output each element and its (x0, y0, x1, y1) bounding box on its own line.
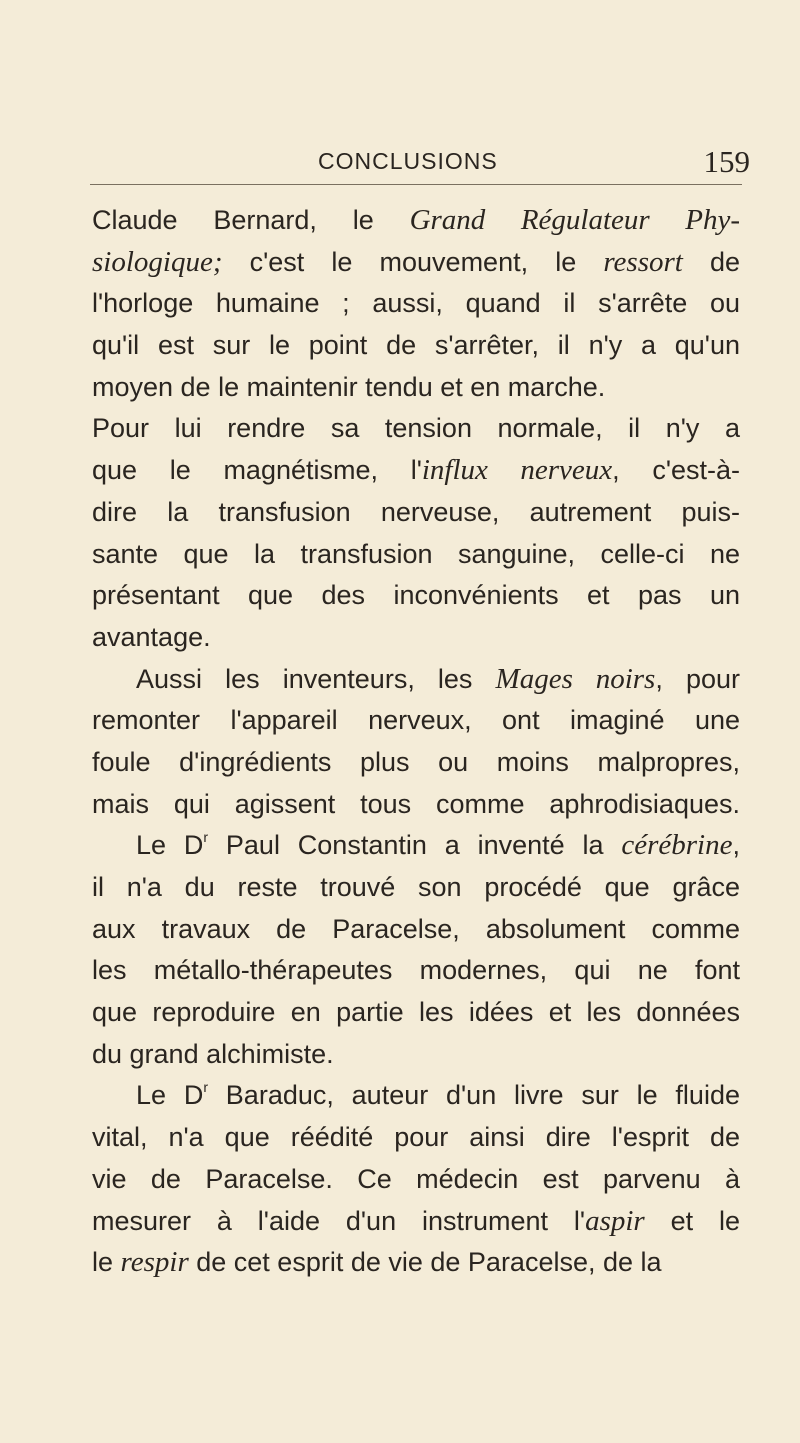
text-run: c'est le mouvement, le (222, 246, 604, 277)
text-run: Aussi les inventeurs, les (136, 663, 496, 694)
text-line (92, 242, 740, 284)
text-run: Le D (136, 1080, 204, 1111)
text-run: , (732, 830, 740, 861)
text-run: mesurer à l'aide d'un instrument l' (92, 1205, 586, 1236)
text-line (92, 784, 740, 826)
text-run: le (92, 1247, 121, 1278)
text-line (92, 909, 740, 951)
text-run: Baraduc, auteur d'un livre sur le fluide (208, 1080, 740, 1111)
text-line (92, 1034, 740, 1076)
text-line (92, 450, 740, 492)
text-line (92, 200, 740, 242)
text-line (92, 367, 740, 409)
text-run: que reproduire en partie les idées et les données (92, 997, 740, 1028)
italic-run: Mages noirs (495, 662, 656, 695)
text-line (92, 992, 740, 1034)
superscript: r (203, 1079, 208, 1096)
superscript: r (203, 829, 209, 846)
text-run: Le D (136, 830, 204, 861)
text-run: que le magnétisme, l' (92, 455, 422, 486)
text-line (92, 534, 740, 576)
text-run: dire la transfusion nerveuse, autrement puis- (92, 496, 740, 527)
text-run: il n'a du reste trouvé son procédé que grâce (92, 872, 740, 902)
text-run: remonter l'appareil nerveux, ont imaginé une (92, 705, 740, 736)
text-line (92, 700, 740, 742)
text-line (92, 867, 740, 909)
text-run: aux travaux de Paracelse, absolument comme (92, 913, 740, 944)
text-run: vie de Paracelse. Ce médecin est parvenu à (92, 1163, 740, 1194)
text-run: moyen de le maintenir tendu et en marche. (92, 371, 606, 402)
italic-run: ressort (603, 245, 683, 278)
chapter-title: CONCLUSIONS (318, 148, 498, 174)
italic-run: aspir (585, 1204, 645, 1237)
text-line (92, 825, 740, 867)
text-run: l'horloge humaine ; aussi, quand il s'arrête ou (92, 288, 740, 319)
text-run: sante que la transfusion sanguine, celle-ci ne (92, 538, 740, 569)
text-run: et le (644, 1205, 740, 1236)
text-run: vital, n'a que réédité pour ainsi dire l'esprit de (92, 1122, 740, 1153)
text-line (92, 659, 740, 701)
page-number: 159 (703, 144, 750, 179)
italic-run: Grand Régulateur Phy- (409, 204, 740, 236)
text-line (92, 325, 740, 367)
text-run: , pour (655, 663, 740, 694)
text-run: Paul Constantin a inventé la (208, 830, 622, 861)
text-line (92, 1201, 740, 1243)
text-run: les métallo-thérapeutes modernes, qui ne font (92, 955, 740, 986)
text-line (92, 1117, 740, 1159)
text-run: Pour lui rendre sa tension normale, il n'y a (92, 413, 740, 444)
header-rule (90, 184, 742, 185)
text-run: de cet esprit de vie de Paracelse, de la (188, 1247, 662, 1278)
text-run: mais qui agissent tous comme aphrodisiaques. (92, 788, 740, 819)
text-line (92, 492, 740, 534)
text-line (92, 742, 740, 784)
text-run: de (682, 246, 740, 277)
text-run: présentant que des inconvénients et pas un (92, 580, 740, 611)
italic-run: cérébrine (621, 829, 733, 862)
italic-run: siologique; (92, 245, 223, 278)
text-run: avantage. (92, 621, 211, 652)
text-line (92, 950, 740, 992)
text-line (92, 408, 740, 450)
text-line (92, 1242, 740, 1284)
text-line (92, 1159, 740, 1201)
body-text (92, 200, 740, 1284)
text-run: Claude Bernard, le (92, 205, 410, 235)
text-run: du grand alchimiste. (92, 1038, 334, 1069)
text-run: foule d'ingrédients plus ou moins malpropres, (92, 746, 740, 777)
italic-run: respir (120, 1246, 189, 1279)
text-run: qu'il est sur le point de s'arrêter, il n'y a qu'un (92, 330, 740, 361)
text-line (92, 575, 740, 617)
text-line (92, 283, 740, 325)
text-line (92, 617, 740, 659)
text-line (92, 1075, 740, 1117)
text-run: , c'est-à- (612, 455, 740, 486)
running-header (90, 144, 750, 188)
italic-run: influx nerveux (421, 454, 613, 487)
